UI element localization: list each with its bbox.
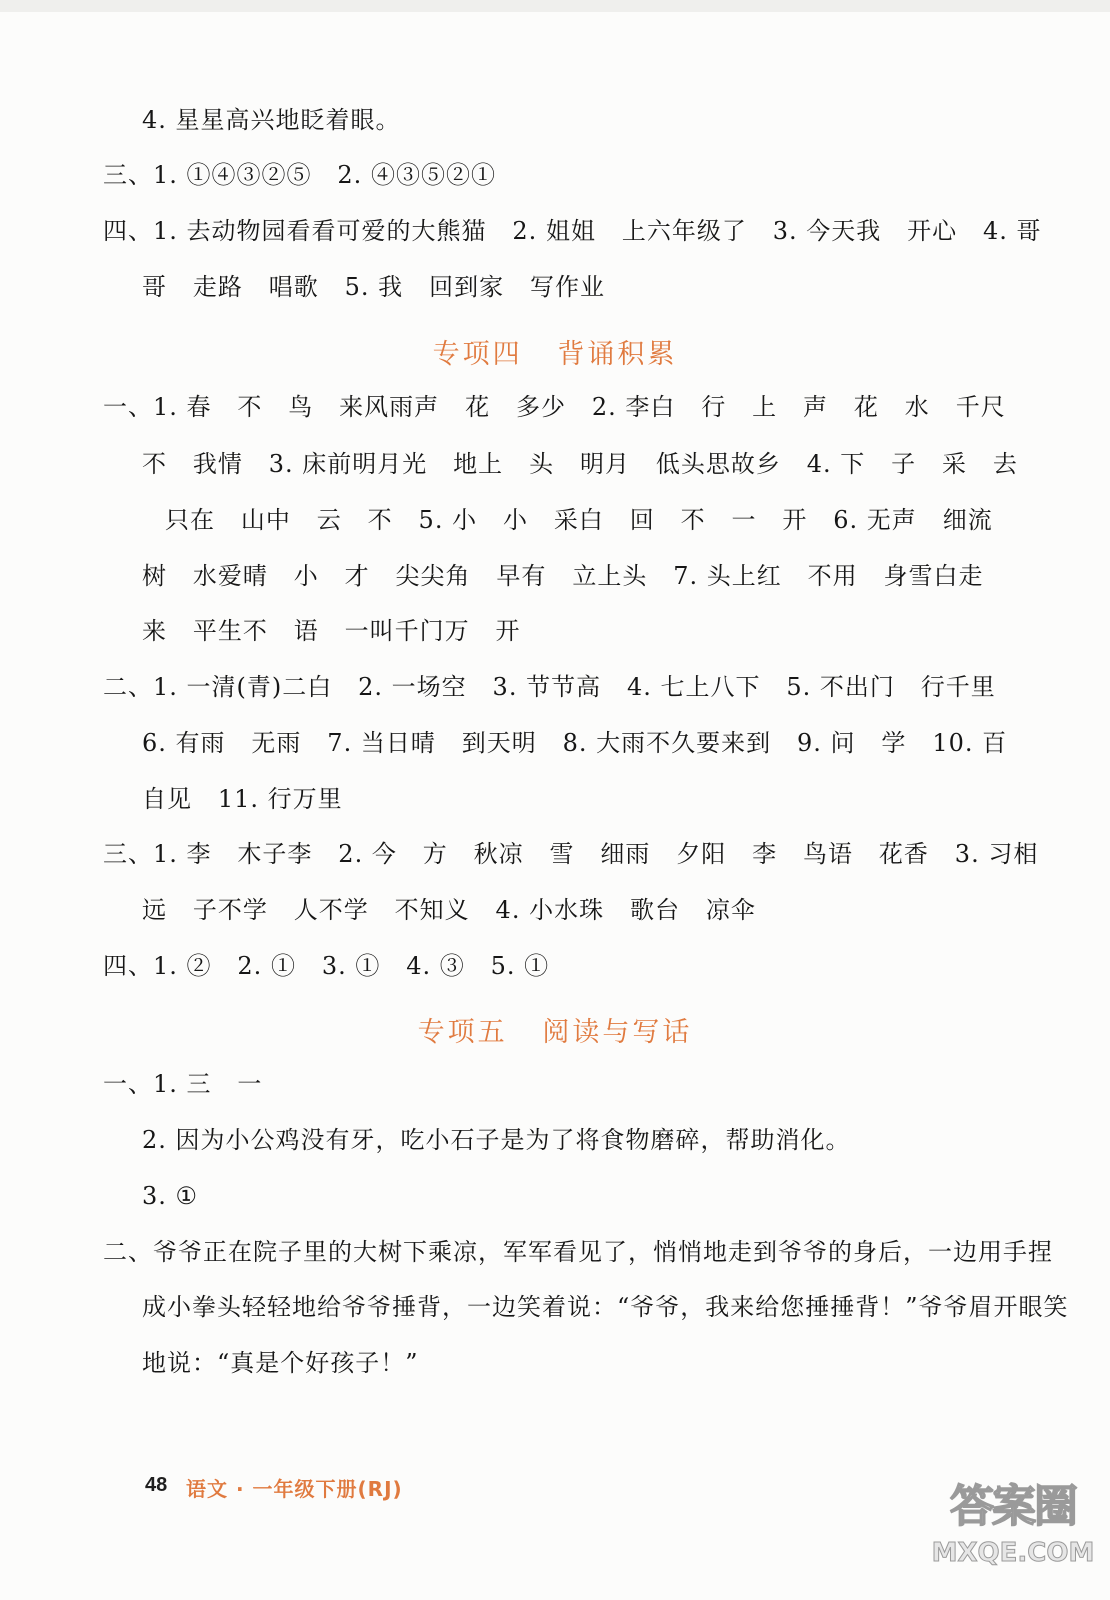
answer-line: 6. 有雨 无雨 7. 当日晴 到天明 8. 大雨不久要来到 9. 问 学 10. 百 bbox=[142, 729, 1008, 757]
answer-line: 4. 星星高兴地眨着眼。 bbox=[142, 106, 401, 134]
answer-line: 来 平生不 语 一叫千门万 开 bbox=[142, 617, 521, 645]
answer-line: 二、爷爷正在院子里的大树下乘凉，军军看见了，悄悄地走到爷爷的身后，一边用手捏 bbox=[103, 1238, 1053, 1266]
answer-line: 三、1. 李 木子李 2. 今 方 秋凉 雪 细雨 夕阳 李 鸟语 花香 3. 习相 bbox=[103, 840, 1039, 868]
page-number: 48 bbox=[145, 1474, 168, 1496]
answer-line: 地说：“真是个好孩子！” bbox=[142, 1349, 419, 1377]
answer-line: 四、1. 去动物园看看可爱的大熊猫 2. 姐姐 上六年级了 3. 今天我 开心 4. 哥 bbox=[103, 217, 1042, 245]
watermark-top-text: 答案圈 bbox=[950, 1481, 1076, 1532]
answer-line: 远 子不学 人不学 不知义 4. 小水珠 歌台 凉伞 bbox=[142, 896, 756, 924]
answer-line: 三、1. ①④③②⑤ 2. ④③⑤②① bbox=[103, 161, 496, 189]
answer-line: 2. 因为小公鸡没有牙，吃小石子是为了将食物磨碎，帮助消化。 bbox=[142, 1126, 851, 1154]
answer-line: 哥 走路 唱歌 5. 我 回到家 写作业 bbox=[142, 273, 605, 301]
section-heading-4: 专项四 背诵积累 bbox=[432, 339, 678, 370]
answer-line: 一、1. 春 不 鸟 来风雨声 花 多少 2. 李白 行 上 声 花 水 千尺 bbox=[103, 393, 1006, 421]
page-top-edge bbox=[0, 0, 1110, 12]
answer-line: 自见 11. 行万里 bbox=[142, 785, 343, 813]
answer-line: 四、1. ② 2. ① 3. ① 4. ③ 5. ① bbox=[103, 952, 550, 980]
section-heading-5: 专项五 阅读与写话 bbox=[417, 1017, 693, 1048]
answer-line: 不 我情 3. 床前明月光 地上 头 明月 低头思故乡 4. 下 子 采 去 bbox=[142, 450, 1018, 478]
answer-line: 只在 山中 云 不 5. 小 小 采白 回 不 一 开 6. 无声 细流 bbox=[165, 506, 993, 534]
answer-line: 成小拳头轻轻地给爷爷捶背，一边笑着说：“爷爷，我来给您捶捶背！”爷爷眉开眼笑 bbox=[142, 1293, 1069, 1321]
book-title: 语文 · 一年级下册(RJ) bbox=[186, 1477, 403, 1501]
watermark-logo bbox=[928, 1470, 1098, 1590]
answer-line: 二、1. 一清(青)二白 2. 一场空 3. 节节高 4. 七上八下 5. 不出门 行千里 bbox=[103, 673, 996, 701]
answer-line: 树 水爱晴 小 才 尖尖角 早有 立上头 7. 头上红 不用 身雪白走 bbox=[142, 562, 984, 590]
watermark-bottom-text: MXQE.COM bbox=[931, 1538, 1095, 1568]
answer-line: 一、1. 三 一 bbox=[103, 1070, 263, 1098]
answer-line: 3. ① bbox=[142, 1182, 199, 1210]
